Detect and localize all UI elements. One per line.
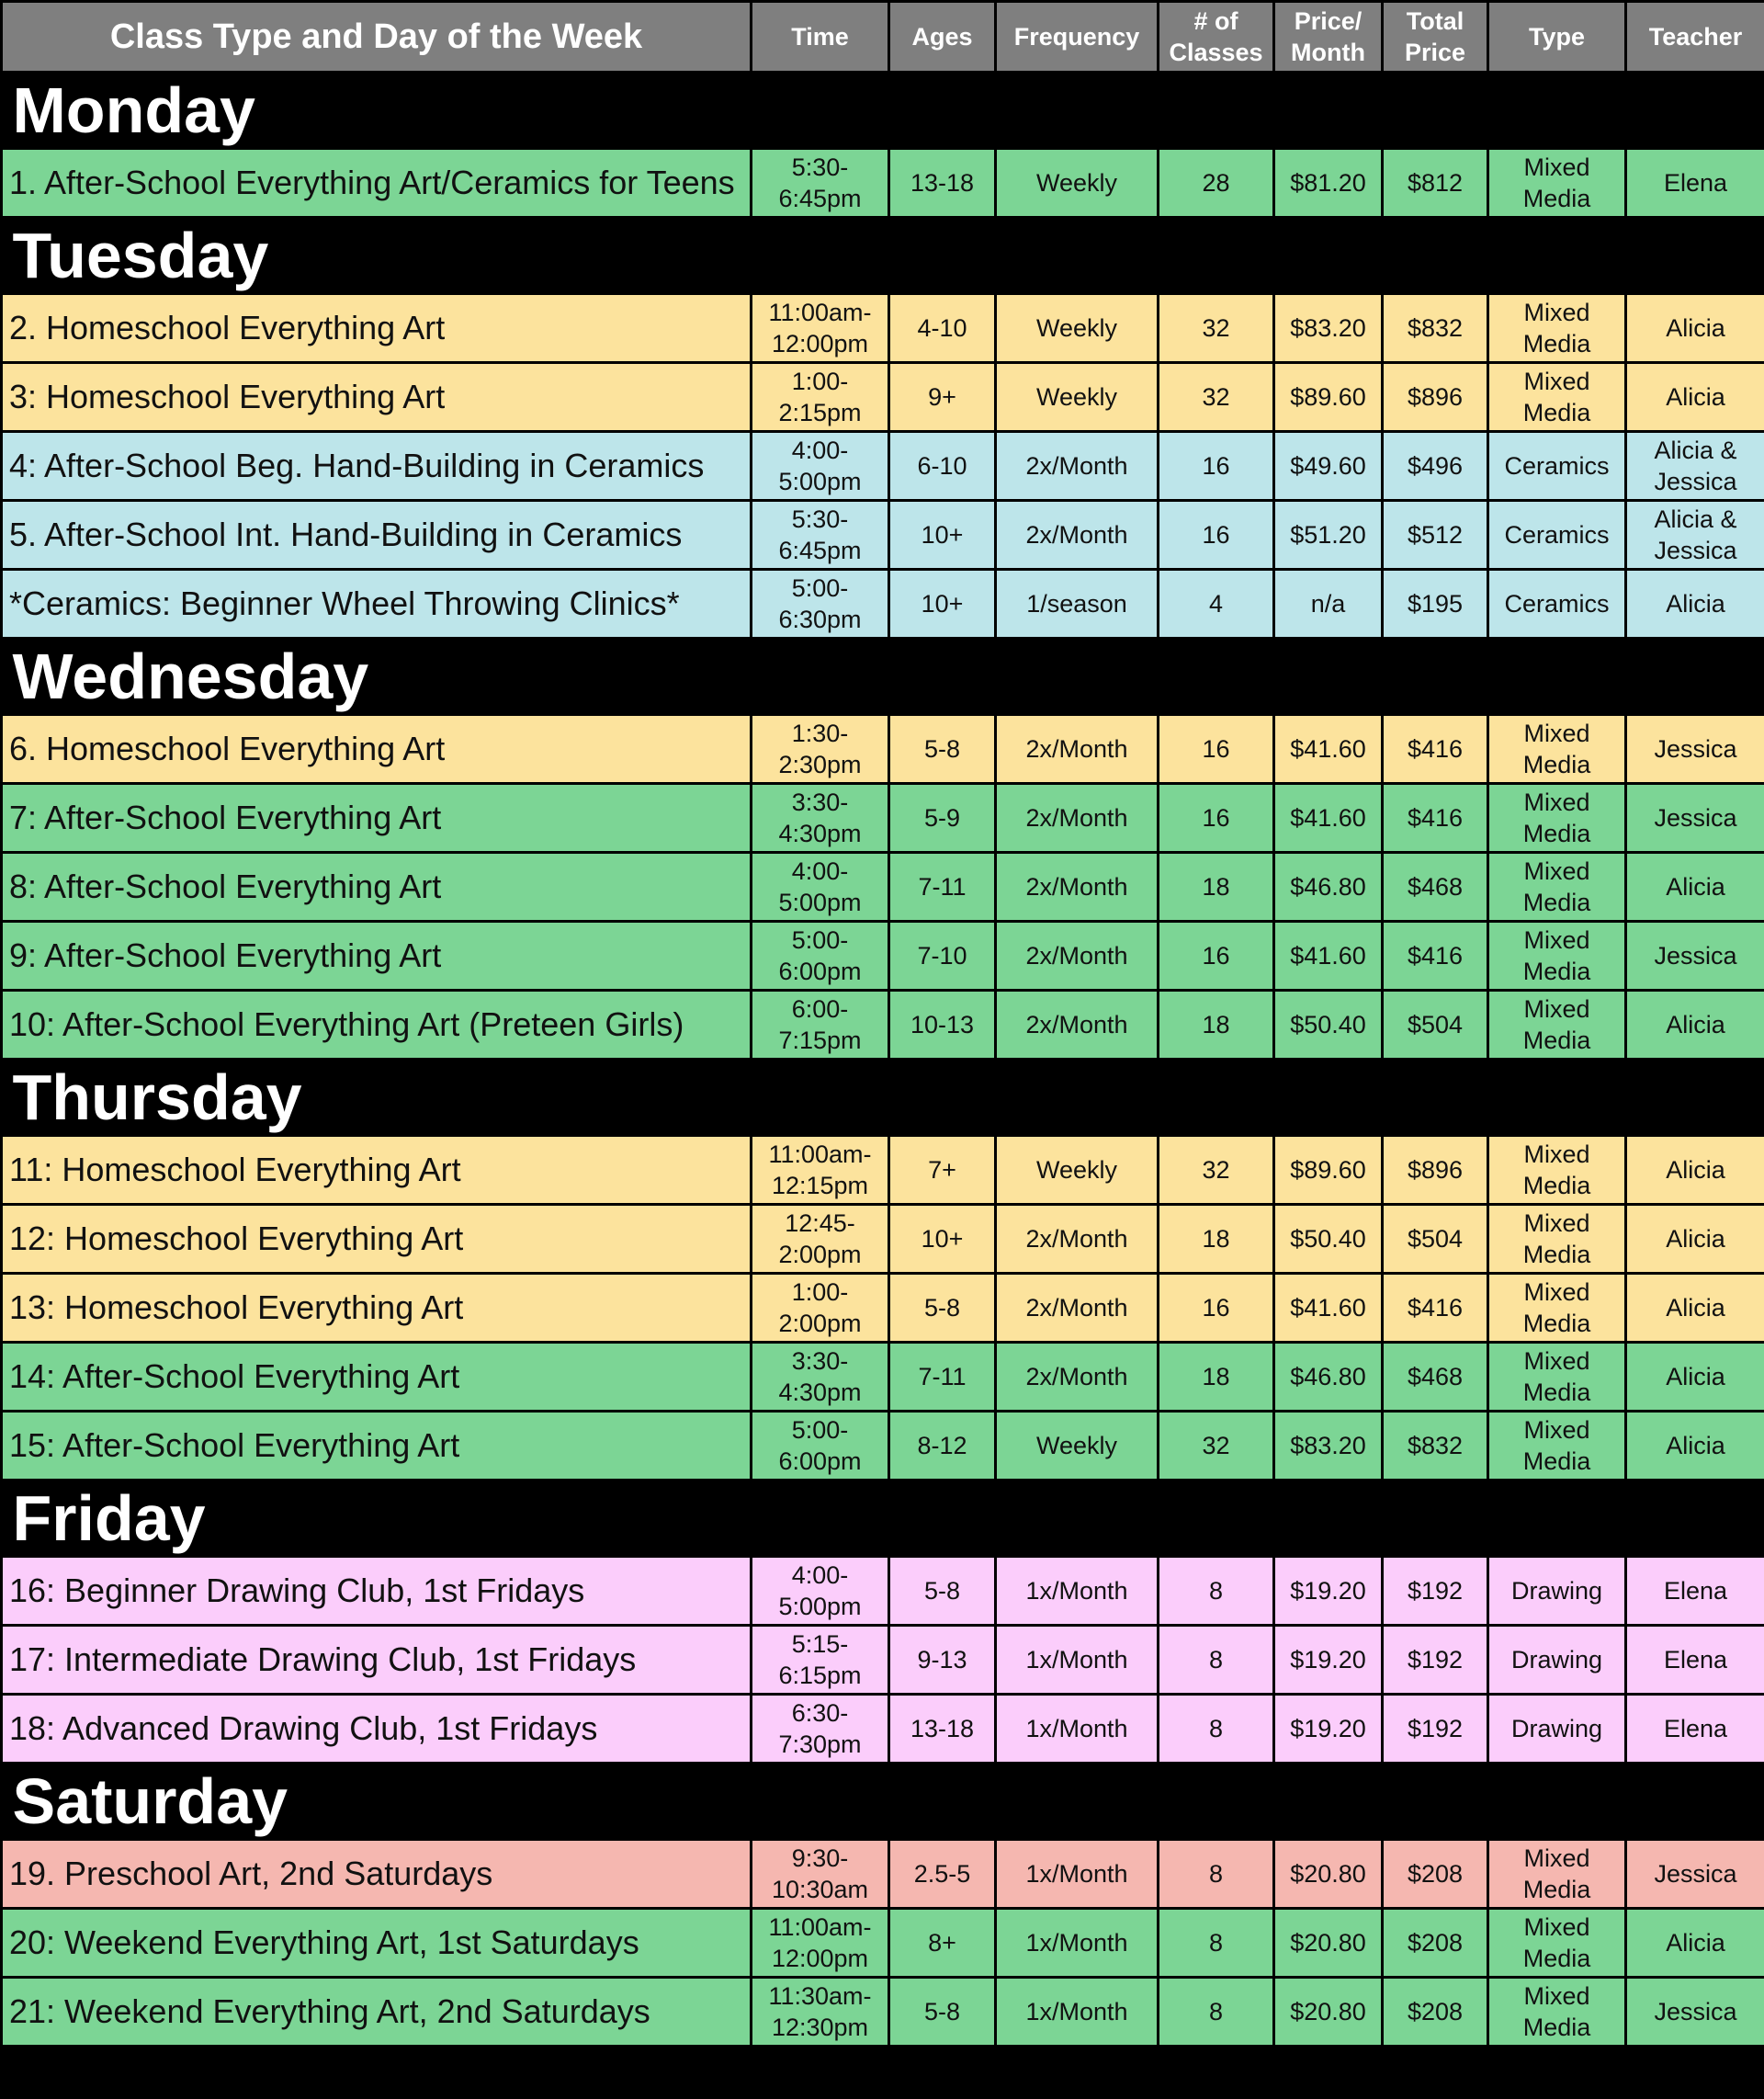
num-classes-cell: 32: [1159, 1136, 1274, 1205]
total-price-cell: $512: [1383, 501, 1488, 570]
time-cell: 4:00-5:00pm: [752, 853, 889, 922]
price-month-cell: n/a: [1274, 570, 1383, 639]
class-name-cell: 5. After-School Int. Hand-Building in Ceramics: [2, 501, 752, 570]
price-month-cell: $89.60: [1274, 1136, 1383, 1205]
type-cell: Mixed Media: [1488, 991, 1626, 1060]
day-header-row: [2, 639, 1764, 715]
num-classes-cell: 16: [1159, 784, 1274, 853]
class-name-cell: 4: After-School Beg. Hand-Building in Ceramics: [2, 432, 752, 501]
teacher-cell: Jessica: [1626, 715, 1764, 784]
time-cell: 5:00-6:00pm: [752, 1412, 889, 1481]
frequency-cell: 1x/Month: [996, 1695, 1159, 1764]
table-row: [2, 1412, 1764, 1481]
price-month-cell: $50.40: [1274, 1205, 1383, 1274]
type-cell: Mixed Media: [1488, 1909, 1626, 1978]
teacher-cell: Alicia: [1626, 853, 1764, 922]
class-name-cell: 19. Preschool Art, 2nd Saturdays: [2, 1840, 752, 1909]
total-price-cell: $468: [1383, 853, 1488, 922]
teacher-cell: Alicia: [1626, 1343, 1764, 1412]
teacher-cell: Jessica: [1626, 1840, 1764, 1909]
total-price-cell: $208: [1383, 1978, 1488, 2047]
price-month-cell: $41.60: [1274, 784, 1383, 853]
table-row: [2, 1205, 1764, 1274]
teacher-cell: Elena: [1626, 1626, 1764, 1695]
total-price-cell: $832: [1383, 1412, 1488, 1481]
class-name-cell: 20: Weekend Everything Art, 1st Saturdays: [2, 1909, 752, 1978]
ages-cell: 4-10: [889, 294, 996, 363]
time-cell: 11:00am-12:15pm: [752, 1136, 889, 1205]
class-name-cell: 21: Weekend Everything Art, 2nd Saturdays: [2, 1978, 752, 2047]
ages-cell: 7-11: [889, 853, 996, 922]
ages-cell: 10-13: [889, 991, 996, 1060]
total-price-cell: $496: [1383, 432, 1488, 501]
table-row: [2, 1978, 1764, 2047]
class-name-cell: 11: Homeschool Everything Art: [2, 1136, 752, 1205]
frequency-cell: Weekly: [996, 363, 1159, 432]
time-cell: 4:00-5:00pm: [752, 432, 889, 501]
frequency-cell: 2x/Month: [996, 1343, 1159, 1412]
table-row: [2, 1909, 1764, 1978]
frequency-cell: Weekly: [996, 1136, 1159, 1205]
total-price-cell: $896: [1383, 1136, 1488, 1205]
total-price-cell: $504: [1383, 1205, 1488, 1274]
type-cell: Mixed Media: [1488, 1412, 1626, 1481]
header-total-price: Total Price: [1383, 2, 1488, 73]
ages-cell: 9+: [889, 363, 996, 432]
type-cell: Mixed Media: [1488, 1136, 1626, 1205]
class-name-cell: *Ceramics: Beginner Wheel Throwing Clinics*: [2, 570, 752, 639]
class-name-cell: 6. Homeschool Everything Art: [2, 715, 752, 784]
day-header-row: [2, 1481, 1764, 1557]
time-cell: 6:00-7:15pm: [752, 991, 889, 1060]
day-heading: Friday: [2, 1481, 1764, 1557]
frequency-cell: 2x/Month: [996, 501, 1159, 570]
type-cell: Ceramics: [1488, 570, 1626, 639]
type-cell: Drawing: [1488, 1626, 1626, 1695]
header-num-classes: # of Classes: [1159, 2, 1274, 73]
frequency-cell: 2x/Month: [996, 922, 1159, 991]
table-row: [2, 784, 1764, 853]
time-cell: 6:30-7:30pm: [752, 1695, 889, 1764]
price-month-cell: $83.20: [1274, 1412, 1383, 1481]
price-month-cell: $46.80: [1274, 1343, 1383, 1412]
time-cell: 5:15-6:15pm: [752, 1626, 889, 1695]
num-classes-cell: 8: [1159, 1840, 1274, 1909]
teacher-cell: Jessica: [1626, 1978, 1764, 2047]
type-cell: Mixed Media: [1488, 363, 1626, 432]
teacher-cell: Alicia: [1626, 294, 1764, 363]
day-heading: Thursday: [2, 1060, 1764, 1136]
ages-cell: 5-9: [889, 784, 996, 853]
ages-cell: 5-8: [889, 1557, 996, 1626]
time-cell: 3:30-4:30pm: [752, 784, 889, 853]
num-classes-cell: 16: [1159, 432, 1274, 501]
time-cell: 1:30-2:30pm: [752, 715, 889, 784]
header-frequency: Frequency: [996, 2, 1159, 73]
num-classes-cell: 28: [1159, 149, 1274, 218]
total-price-cell: $208: [1383, 1909, 1488, 1978]
day-header-row: [2, 1060, 1764, 1136]
ages-cell: 10+: [889, 1205, 996, 1274]
day-header-row: [2, 1764, 1764, 1840]
frequency-cell: 2x/Month: [996, 715, 1159, 784]
ages-cell: 5-8: [889, 1978, 996, 2047]
frequency-cell: 2x/Month: [996, 991, 1159, 1060]
type-cell: Ceramics: [1488, 501, 1626, 570]
table-row: [2, 1626, 1764, 1695]
type-cell: Drawing: [1488, 1695, 1626, 1764]
total-price-cell: $416: [1383, 784, 1488, 853]
num-classes-cell: 16: [1159, 501, 1274, 570]
time-cell: 5:30-6:45pm: [752, 501, 889, 570]
day-heading: Saturday: [2, 1764, 1764, 1840]
teacher-cell: Jessica: [1626, 784, 1764, 853]
time-cell: 9:30-10:30am: [752, 1840, 889, 1909]
class-name-cell: 18: Advanced Drawing Club, 1st Fridays: [2, 1695, 752, 1764]
table-row: [2, 294, 1764, 363]
class-name-cell: 1. After-School Everything Art/Ceramics for Teens: [2, 149, 752, 218]
num-classes-cell: 32: [1159, 363, 1274, 432]
total-price-cell: $192: [1383, 1626, 1488, 1695]
total-price-cell: $416: [1383, 922, 1488, 991]
class-name-cell: 17: Intermediate Drawing Club, 1st Fridays: [2, 1626, 752, 1695]
type-cell: Mixed Media: [1488, 149, 1626, 218]
ages-cell: 9-13: [889, 1626, 996, 1695]
ages-cell: 10+: [889, 501, 996, 570]
ages-cell: 2.5-5: [889, 1840, 996, 1909]
frequency-cell: Weekly: [996, 1412, 1159, 1481]
price-month-cell: $49.60: [1274, 432, 1383, 501]
ages-cell: 7-11: [889, 1343, 996, 1412]
price-month-cell: $89.60: [1274, 363, 1383, 432]
type-cell: Mixed Media: [1488, 1343, 1626, 1412]
header-time: Time: [752, 2, 889, 73]
teacher-cell: Elena: [1626, 1557, 1764, 1626]
teacher-cell: Alicia: [1626, 570, 1764, 639]
type-cell: Mixed Media: [1488, 784, 1626, 853]
day-heading: Monday: [2, 73, 1764, 149]
teacher-cell: Elena: [1626, 149, 1764, 218]
price-month-cell: $50.40: [1274, 991, 1383, 1060]
type-cell: Mixed Media: [1488, 1274, 1626, 1343]
class-name-cell: 16: Beginner Drawing Club, 1st Fridays: [2, 1557, 752, 1626]
total-price-cell: $468: [1383, 1343, 1488, 1412]
table-row: [2, 501, 1764, 570]
header-ages: Ages: [889, 2, 996, 73]
price-month-cell: $19.20: [1274, 1626, 1383, 1695]
header-class-type: Class Type and Day of the Week: [2, 2, 752, 73]
ages-cell: 13-18: [889, 149, 996, 218]
frequency-cell: 2x/Month: [996, 1274, 1159, 1343]
header-price-month: Price/ Month: [1274, 2, 1383, 73]
class-name-cell: 12: Homeschool Everything Art: [2, 1205, 752, 1274]
type-cell: Mixed Media: [1488, 853, 1626, 922]
price-month-cell: $20.80: [1274, 1840, 1383, 1909]
price-month-cell: $51.20: [1274, 501, 1383, 570]
table-row: [2, 570, 1764, 639]
num-classes-cell: 18: [1159, 991, 1274, 1060]
num-classes-cell: 8: [1159, 1978, 1274, 2047]
class-name-cell: 13: Homeschool Everything Art: [2, 1274, 752, 1343]
day-heading: Tuesday: [2, 218, 1764, 294]
frequency-cell: 2x/Month: [996, 1205, 1159, 1274]
class-name-cell: 14: After-School Everything Art: [2, 1343, 752, 1412]
table-row: [2, 1274, 1764, 1343]
table-row: [2, 1557, 1764, 1626]
ages-cell: 7+: [889, 1136, 996, 1205]
total-price-cell: $812: [1383, 149, 1488, 218]
total-price-cell: $832: [1383, 294, 1488, 363]
price-month-cell: $41.60: [1274, 1274, 1383, 1343]
type-cell: Mixed Media: [1488, 922, 1626, 991]
type-cell: Mixed Media: [1488, 1205, 1626, 1274]
price-month-cell: $41.60: [1274, 922, 1383, 991]
total-price-cell: $195: [1383, 570, 1488, 639]
time-cell: 1:00-2:00pm: [752, 1274, 889, 1343]
total-price-cell: $896: [1383, 363, 1488, 432]
teacher-cell: Alicia: [1626, 991, 1764, 1060]
total-price-cell: $416: [1383, 1274, 1488, 1343]
total-price-cell: $208: [1383, 1840, 1488, 1909]
time-cell: 4:00-5:00pm: [752, 1557, 889, 1626]
table-row: [2, 1343, 1764, 1412]
num-classes-cell: 8: [1159, 1909, 1274, 1978]
table-row: [2, 1840, 1764, 1909]
time-cell: 11:00am-12:00pm: [752, 294, 889, 363]
num-classes-cell: 18: [1159, 1205, 1274, 1274]
class-name-cell: 15: After-School Everything Art: [2, 1412, 752, 1481]
frequency-cell: 2x/Month: [996, 853, 1159, 922]
table-row: [2, 432, 1764, 501]
num-classes-cell: 32: [1159, 294, 1274, 363]
header-type: Type: [1488, 2, 1626, 73]
table-row: [2, 991, 1764, 1060]
price-month-cell: $20.80: [1274, 1909, 1383, 1978]
type-cell: Mixed Media: [1488, 294, 1626, 363]
frequency-cell: 1/season: [996, 570, 1159, 639]
class-name-cell: 7: After-School Everything Art: [2, 784, 752, 853]
ages-cell: 13-18: [889, 1695, 996, 1764]
ages-cell: 5-8: [889, 715, 996, 784]
ages-cell: 5-8: [889, 1274, 996, 1343]
frequency-cell: 1x/Month: [996, 1978, 1159, 2047]
total-price-cell: $504: [1383, 991, 1488, 1060]
num-classes-cell: 8: [1159, 1695, 1274, 1764]
time-cell: 5:30-6:45pm: [752, 149, 889, 218]
type-cell: Mixed Media: [1488, 1978, 1626, 2047]
type-cell: Mixed Media: [1488, 715, 1626, 784]
time-cell: 12:45-2:00pm: [752, 1205, 889, 1274]
class-name-cell: 3: Homeschool Everything Art: [2, 363, 752, 432]
table-row: [2, 363, 1764, 432]
time-cell: 1:00-2:15pm: [752, 363, 889, 432]
price-month-cell: $83.20: [1274, 294, 1383, 363]
type-cell: Drawing: [1488, 1557, 1626, 1626]
header-row: [2, 2, 1764, 73]
teacher-cell: Jessica: [1626, 922, 1764, 991]
ages-cell: 6-10: [889, 432, 996, 501]
teacher-cell: Alicia: [1626, 1412, 1764, 1481]
num-classes-cell: 16: [1159, 1274, 1274, 1343]
teacher-cell: Alicia & Jessica: [1626, 501, 1764, 570]
price-month-cell: $19.20: [1274, 1695, 1383, 1764]
frequency-cell: Weekly: [996, 149, 1159, 218]
table-row: [2, 853, 1764, 922]
day-header-row: [2, 73, 1764, 149]
time-cell: 5:00-6:00pm: [752, 922, 889, 991]
class-name-cell: 8: After-School Everything Art: [2, 853, 752, 922]
total-price-cell: $416: [1383, 715, 1488, 784]
frequency-cell: 1x/Month: [996, 1909, 1159, 1978]
time-cell: 11:00am-12:00pm: [752, 1909, 889, 1978]
table-row: [2, 1136, 1764, 1205]
type-cell: Mixed Media: [1488, 1840, 1626, 1909]
day-heading: Wednesday: [2, 639, 1764, 715]
num-classes-cell: 32: [1159, 1412, 1274, 1481]
teacher-cell: Alicia: [1626, 1909, 1764, 1978]
table-body: [2, 73, 1764, 2047]
frequency-cell: 1x/Month: [996, 1626, 1159, 1695]
ages-cell: 7-10: [889, 922, 996, 991]
total-price-cell: $192: [1383, 1557, 1488, 1626]
teacher-cell: Elena: [1626, 1695, 1764, 1764]
price-month-cell: $19.20: [1274, 1557, 1383, 1626]
class-name-cell: 2. Homeschool Everything Art: [2, 294, 752, 363]
num-classes-cell: 16: [1159, 922, 1274, 991]
num-classes-cell: 18: [1159, 1343, 1274, 1412]
price-month-cell: $46.80: [1274, 853, 1383, 922]
day-header-row: [2, 218, 1764, 294]
class-name-cell: 10: After-School Everything Art (Preteen Girls): [2, 991, 752, 1060]
price-month-cell: $41.60: [1274, 715, 1383, 784]
ages-cell: 8-12: [889, 1412, 996, 1481]
teacher-cell: Alicia: [1626, 363, 1764, 432]
frequency-cell: 2x/Month: [996, 432, 1159, 501]
time-cell: 3:30-4:30pm: [752, 1343, 889, 1412]
time-cell: 5:00-6:30pm: [752, 570, 889, 639]
num-classes-cell: 18: [1159, 853, 1274, 922]
type-cell: Ceramics: [1488, 432, 1626, 501]
ages-cell: 8+: [889, 1909, 996, 1978]
table-row: [2, 1695, 1764, 1764]
frequency-cell: Weekly: [996, 294, 1159, 363]
ages-cell: 10+: [889, 570, 996, 639]
class-name-cell: 9: After-School Everything Art: [2, 922, 752, 991]
teacher-cell: Alicia: [1626, 1136, 1764, 1205]
num-classes-cell: 16: [1159, 715, 1274, 784]
table-row: [2, 715, 1764, 784]
num-classes-cell: 8: [1159, 1557, 1274, 1626]
num-classes-cell: 4: [1159, 570, 1274, 639]
frequency-cell: 1x/Month: [996, 1840, 1159, 1909]
teacher-cell: Alicia: [1626, 1205, 1764, 1274]
total-price-cell: $192: [1383, 1695, 1488, 1764]
header-teacher: Teacher: [1626, 2, 1764, 73]
table-row: [2, 149, 1764, 218]
frequency-cell: 1x/Month: [996, 1557, 1159, 1626]
table-row: [2, 922, 1764, 991]
num-classes-cell: 8: [1159, 1626, 1274, 1695]
frequency-cell: 2x/Month: [996, 784, 1159, 853]
time-cell: 11:30am-12:30pm: [752, 1978, 889, 2047]
teacher-cell: Alicia & Jessica: [1626, 432, 1764, 501]
price-month-cell: $20.80: [1274, 1978, 1383, 2047]
price-month-cell: $81.20: [1274, 149, 1383, 218]
teacher-cell: Alicia: [1626, 1274, 1764, 1343]
